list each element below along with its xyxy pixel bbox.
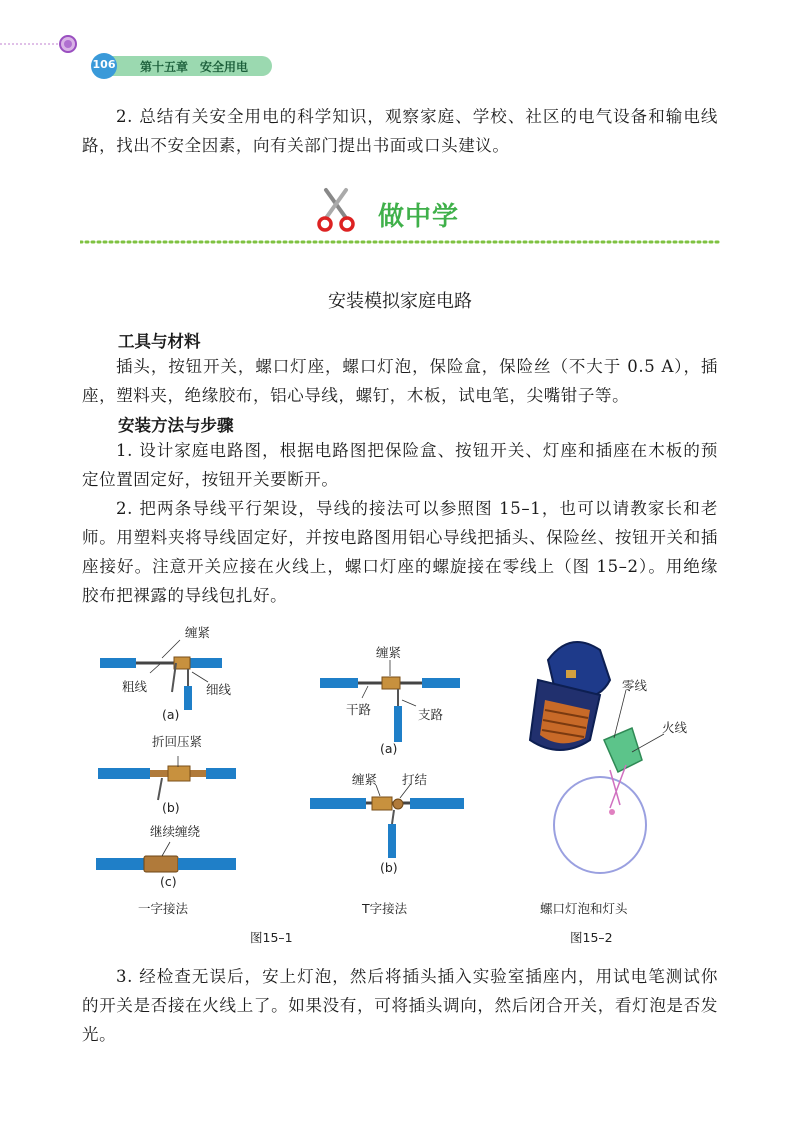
caption-straight-a: (a) [162, 707, 180, 722]
label-fold-press: 折回压紧 [152, 734, 203, 749]
caption-tee-b: (b) [380, 860, 398, 875]
socket-illustration [530, 642, 610, 750]
tee-joint-b [310, 785, 464, 858]
scissors-icon [319, 190, 353, 230]
straight-joint-b [98, 756, 236, 800]
label-keep-winding: 继续缠绕 [150, 824, 201, 839]
label-thin-wire: 细线 [206, 682, 232, 697]
title-bulb-socket: 螺口灯泡和灯头 [540, 901, 628, 916]
caption-straight-c: (c) [160, 874, 177, 889]
label-wrap-tight-tee-a: 缠紧 [376, 645, 402, 660]
straight-joint-c [96, 842, 236, 872]
label-wrap-tight-tee-b: 缠紧 [352, 772, 378, 787]
label-main-line: 干路 [346, 702, 372, 717]
label-wrap-tight-a: 缠紧 [185, 625, 211, 640]
step-2: 2. 把两条导线平行架设，导线的接法可以参照图 15–1，也可以请教家长和老师。用塑料夹将导线固定好，并按电路图用铝心导线把插头、保险丝、按钮开关和插座接好。注意开关应接在火线上，螺口灯座的螺旋接在零线上（图 15–2）。用绝缘胶布把裸露的导线包扎好。 [82, 499, 718, 605]
header-decoration [0, 30, 800, 90]
steps-heading: 安装方法与步骤 [118, 416, 234, 435]
figure-15-2-number: 图15–2 [570, 930, 613, 945]
title-tee-joint: T字接法 [362, 901, 408, 916]
step-3: 3. 经检查无误后，安上灯泡，然后将插头插入实验室插座内，用试电笔测试你的开关是否接在火线上了。如果没有，可将插头调向，然后闭合开关，看灯泡是否发光。 [82, 967, 718, 1044]
step-1: 1. 设计家庭电路图，根据电路图把保险盒、按钮开关、灯座和插座在木板的预定位置固定好，按钮开关要断开。 [82, 441, 718, 489]
tee-joint-a [320, 660, 460, 742]
intro-paragraph: 2. 总结有关安全用电的科学知识，观察家庭、学校、社区的电气设备和输电线路，找出不安全因素，向有关部门提出书面或口头建议。 [82, 107, 718, 155]
label-knot: 打结 [402, 772, 428, 787]
page-number: 106 [92, 58, 116, 71]
label-branch-line: 支路 [418, 707, 444, 722]
caption-straight-b: (b) [162, 800, 180, 815]
label-live-wire: 火线 [662, 720, 688, 735]
figure-15-1-number: 图15–1 [250, 930, 293, 945]
straight-joint-a [100, 640, 222, 710]
activity-title: 安装模拟家庭电路 [328, 291, 472, 312]
chapter-title: 第十五章 安全用电 [140, 60, 249, 74]
title-straight-joint: 一字接法 [138, 901, 189, 916]
banner-title: 做中学 [378, 202, 460, 232]
tools-text: 插头，按钮开关，螺口灯座，螺口灯泡，保险盒，保险丝（不大于 0.5 A），插座，塑料夹，绝缘胶布，铝心导线，螺钉，木板，试电笔，尖嘴钳子等。 [82, 357, 718, 405]
tools-heading: 工具与材料 [118, 332, 201, 351]
caption-tee-a: (a) [380, 741, 398, 756]
label-thick-wire: 粗线 [122, 679, 148, 694]
page-header [0, 30, 800, 90]
label-neutral-wire: 零线 [622, 678, 648, 693]
